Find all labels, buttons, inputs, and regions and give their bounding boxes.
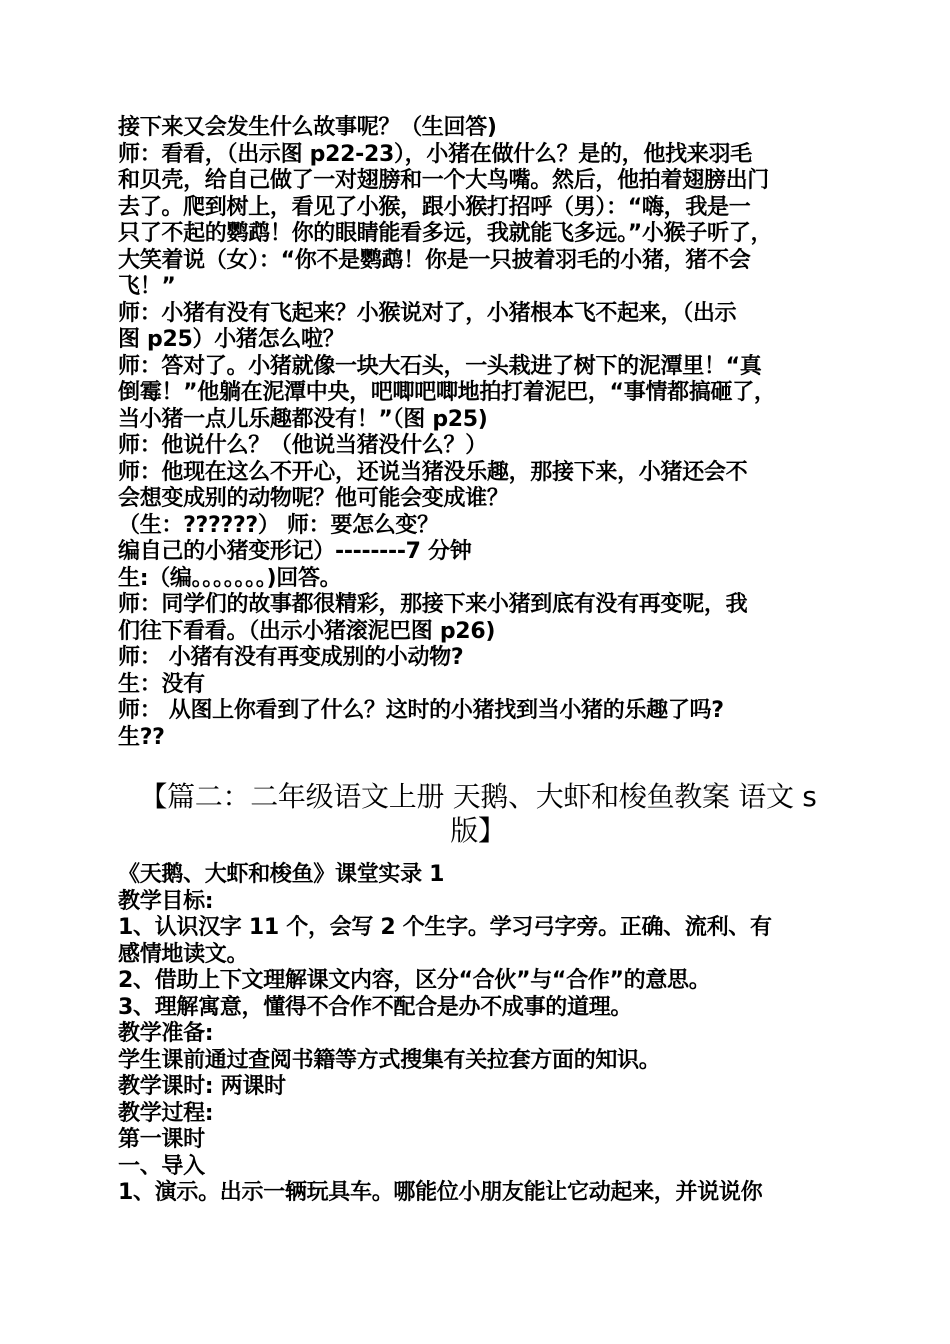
text-line: 会想变成别的动物呢？他可能会变成谁？ [118, 486, 509, 511]
text-line: 3、理解寓意，懂得不合作不配合是办不成事的道理。 [118, 994, 633, 1020]
text-line: 师：他现在这么不开心，还说当猪没乐趣，那接下来，小猪还会不 [118, 459, 748, 485]
text-line: 2、借助上下文理解课文内容，区分“合伙”与“合作”的意思。 [118, 968, 711, 993]
text-line: 编自己的小猪变形记）--------7 分钟 [118, 539, 472, 564]
text-line: 和贝壳，给自己做了一对翅膀和一个大鸟嘴。然后，他拍着翅膀出门 [118, 168, 770, 193]
text-line: （生：??????） 师：要怎么变？ [118, 512, 439, 538]
text-line: 师：答对了。小猪就像一块大石头，一头栽进了树下的泥潭里！“真 [118, 353, 762, 379]
section-heading [118, 780, 838, 848]
text-line: 师：他说什么？（他说当猪没什么？） [118, 433, 487, 458]
text-line: 师：看看，（出示图 p22-23），小猪在做什么？是的，他找来羽毛 [118, 141, 752, 167]
text-line: 学生课前通过查阅书籍等方式搜集有关拉套方面的知识。 [118, 1047, 661, 1073]
heading-line: 版】 [450, 814, 506, 847]
text-line: 教学准备: [118, 1021, 214, 1046]
text-line: 生?? [118, 724, 165, 750]
teaching-plan-section [118, 862, 838, 1207]
text-line: 生:（编。。。。。。。)回答。 [118, 565, 342, 591]
text-line: 飞！” [118, 274, 176, 299]
text-line: 们往下看看。（出示小猪滚泥巴图 p26) [118, 618, 496, 644]
text-line: 大笑着说（女）：“你不是鹦鹉！你是一只披着羽毛的小猪，猪不会 [118, 247, 751, 273]
text-line: 倒霉！”他躺在泥潭中央，吧唧吧唧地拍打着泥巴，“事情都搞砸了， [118, 380, 776, 405]
text-line: 《天鹅、大虾和梭鱼》课堂实录 1 [118, 862, 445, 887]
text-line: 接下来又会发生什么故事呢？（生回答) [118, 115, 497, 140]
text-line: 师： 从图上你看到了什么？这时的小猪找到当小猪的乐趣了吗? [118, 698, 724, 723]
lesson-record-section [118, 115, 838, 751]
text-line: 去了。爬到树上，看见了小猴，跟小猴打招呼（男）：“嗨，我是一 [118, 194, 751, 220]
text-line: 图 p25）小猪怎么啦？ [118, 327, 345, 352]
text-line: 师：小猪有没有飞起来？小猴说对了，小猪根本飞不起来，（出示 [118, 300, 737, 326]
text-line: 师： 小猪有没有再变成别的小动物? [118, 645, 464, 670]
text-line: 只了不起的鹦鹉！你的眼睛能看多远，我就能飞多远。”小猴子听了， [118, 221, 773, 246]
text-line: 1、认识汉字 11 个，会写 2 个生字。学习弓字旁。正确、流利、有 [118, 915, 772, 940]
heading-line: 【篇二：二年级语文上册 天鹅、大虾和梭鱼教案 语文 s [139, 780, 817, 813]
text-line: 生：没有 [118, 671, 205, 697]
text-line: 教学过程: [118, 1100, 214, 1126]
text-line: 教学课时: 两课时 [118, 1074, 286, 1099]
text-line: 感情地读文。 [118, 941, 249, 967]
text-line: 第一课时 [118, 1127, 205, 1152]
text-line: 当小猪一点儿乐趣都没有！”（图 p25) [118, 406, 488, 432]
text-line: 师：同学们的故事都很精彩，那接下来小猪到底有没有再变呢，我 [118, 592, 748, 617]
text-line: 1、演示。出示一辆玩具车。哪能位小朋友能让它动起来，并说说你 [118, 1180, 763, 1205]
text-line: 一、导入 [118, 1153, 205, 1179]
text-line: 教学目标: [118, 888, 214, 914]
